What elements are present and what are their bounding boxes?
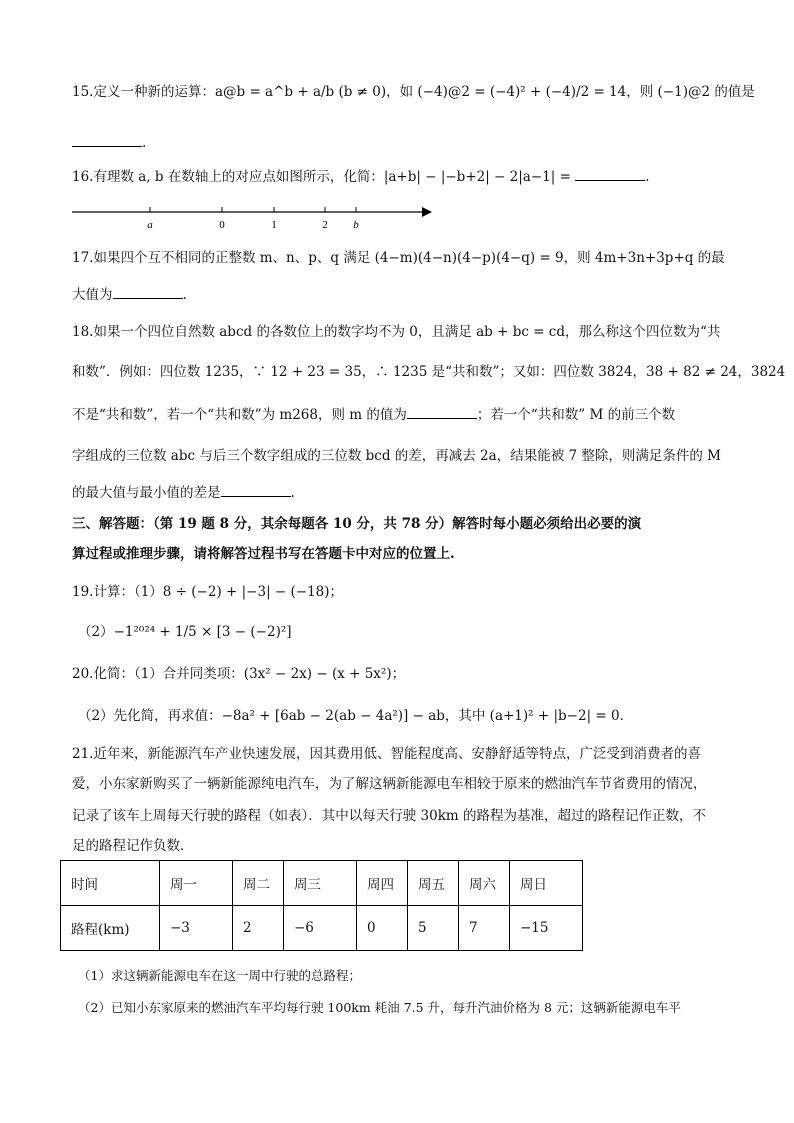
q15-answer-blank[interactable] — [72, 132, 142, 147]
q18-line5-text: 的最大值与最小值的差是 — [72, 485, 221, 501]
q18-line1: 18.如果一个四位自然数 abcd 的各数位上的数字均不为 0，且满足 ab + bc = cd，那么称这个四位数为“共 — [72, 324, 721, 340]
q21-sub2: （2）已知小东家原来的燃油汽车平均每行驶 100km 耗油 7.5 升，每升汽油价格为 8 元；这辆新能源电车平 — [78, 1000, 681, 1015]
q17-line2 — [72, 284, 187, 305]
route-table — [60, 860, 583, 951]
q15-answer-line — [72, 132, 146, 153]
q18-line2: 和数”．例如：四位数 1235，∵ 12 + 23 = 35，∴ 1235 是“共和数”；又如：四位数 3824，38 + 82 ≠ 24，3824 — [72, 364, 786, 380]
q21-line1: 21.近年来，新能源汽车产业快速发展，因其费用低、智能程度高、安静舒适等特点，广泛受到消费者的喜 — [72, 746, 701, 762]
q19-line1: 19.计算：（1）8 ÷ (−2) + |−3| − (−18)； — [72, 584, 344, 600]
q16-text: 16.有理数 a, b 在数轴上的对应点如图所示，化简：|a+b| − |−b+2| − 2|a−1| = — [72, 169, 571, 185]
q20-line1: 20.化简：（1）合并同类项：(3x² − 2x) − (x + 5x²)； — [72, 666, 406, 682]
q15-line1: 15.定义一种新的运算：a@b = a^b + a/b (b ≠ 0)，如 (−4)@2 = (−4)² + (−4)/2 = 14，则 (−1)@2 的值是 — [72, 84, 755, 100]
table-cell: −3 — [160, 906, 233, 951]
q21-line2: 爱，小东家新购买了一辆新能源纯电汽车，为了解这辆新能源电车相较于原来的燃油汽车节省费用的情况， — [72, 776, 707, 792]
q16-text-line — [72, 166, 650, 187]
q18-end: . — [290, 485, 295, 501]
table-cell: 0 — [357, 906, 408, 951]
q21-line4: 足的路程记作负数． — [72, 838, 194, 854]
q18-answer-blank-1[interactable] — [407, 404, 477, 419]
q16-end: . — [645, 169, 650, 185]
table-row — [61, 906, 583, 951]
table-cell: 2 — [233, 906, 284, 951]
section3-line2: 算过程或推理步骤，请将解答过程书写在答题卡中对应的位置上. — [72, 546, 455, 562]
q19-line2: （2）−1²⁰²⁴ + 1/5 × [3 − (−2)²] — [78, 624, 292, 640]
q21-sub1: （1）求这辆新能源电车在这一周中行驶的总路程； — [78, 968, 361, 983]
section3-line1: 三、解答题：（第 19 题 8 分，其余每题各 10 分，共 78 分）解答时每小题必须给出必要的演 — [72, 516, 642, 532]
axis-label-1: 1 — [271, 219, 277, 231]
table-header-cell: 周六 — [459, 861, 510, 906]
q17-line1: 17.如果四个互不相同的正整数 m、n、p、q 满足 (4−m)(4−n)(4−p)(4−q) = 9，则 4m+3n+3p+q 的最 — [72, 250, 725, 266]
q17-line2-text: 大值为 — [72, 287, 113, 303]
q15-end: . — [142, 135, 147, 151]
q16-answer-blank[interactable] — [575, 166, 645, 181]
axis-label-b: b — [353, 219, 359, 231]
number-line-arrow-icon — [422, 207, 432, 217]
q20-line2: （2）先化简，再求值：−8a² + [6ab − 2(ab − 4a²)] − ab，其中 (a+1)² + |b−2| = 0． — [78, 708, 634, 724]
q18-line3 — [72, 404, 675, 425]
q21-line3: 记录了该车上周每天行驶的路程（如表）．其中以每天行驶 30km 的路程为基准，超过的路程记作正数，不 — [72, 808, 706, 824]
table-header-cell: 周一 — [160, 861, 233, 906]
table-header-cell: 周二 — [233, 861, 284, 906]
q18-line3a: 不是“共和数”，若一个“共和数”为 m268，则 m 的值为 — [72, 407, 407, 423]
q18-line3b: ；若一个“共和数” M 的前三个数 — [476, 407, 676, 423]
q18-line4: 字组成的三位数 abc 与后三个数字组成的三位数 bcd 的差，再减去 2a，结果能被 7 整除，则满足条件的 M — [72, 448, 721, 464]
table-cell: −6 — [284, 906, 357, 951]
q17-end: . — [182, 287, 187, 303]
number-line — [72, 200, 442, 234]
table-row-label: 路程(km) — [61, 906, 160, 951]
axis-label-2: 2 — [322, 219, 328, 231]
table-header-cell: 时间 — [61, 861, 160, 906]
table-header-cell: 周三 — [284, 861, 357, 906]
q18-line5 — [72, 482, 295, 503]
q17-answer-blank[interactable] — [113, 284, 183, 299]
table-header-cell: 周五 — [408, 861, 459, 906]
q18-answer-blank-2[interactable] — [221, 482, 291, 497]
table-header-cell: 周四 — [357, 861, 408, 906]
table-cell: 7 — [459, 906, 510, 951]
table-header-cell: 周日 — [510, 861, 583, 906]
axis-label-0: 0 — [219, 219, 225, 231]
table-header-row — [61, 861, 583, 906]
table-cell: −15 — [510, 906, 583, 951]
axis-label-a: a — [147, 219, 153, 231]
table-cell: 5 — [408, 906, 459, 951]
